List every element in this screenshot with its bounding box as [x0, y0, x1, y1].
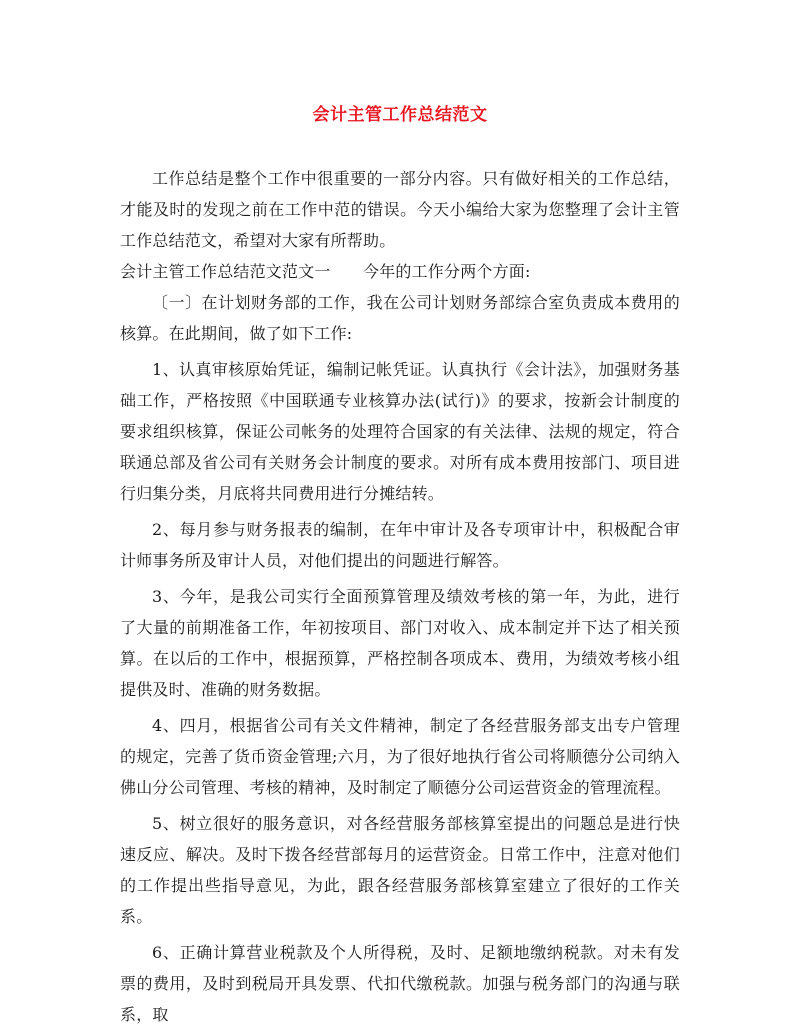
list-item-1: 1、认真审核原始凭证，编制记帐凭证。认真执行《会计法》，加强财务基础工作，严格按照《中国联通专业核算办法(试行)》的要求，按新会计制度的要求组织核算，保证公司帐务的处理符合国家的有关法律、法规的规定，符合联通总部及省公司有关财务会计制度的要求。对所有成本费用按部门、项目进行归集分类，月底将共同费用进行分摊结转。 — [120, 360, 680, 503]
list-item-4: 4、四月，根据省公司有关文件精神，制定了各经营服务部支出专户管理的规定，完善了货币资金管理;六月，为了很好地执行省公司将顺德分公司纳入佛山分公司管理、考核的精神，及时制定了顺德分公司运营资金的管理流程。 — [120, 716, 680, 797]
list-item-5: 5、树立很好的服务意识，对各经营服务部核算室提出的问题总是进行快速反应、解决。及时下拨各经营部每月的运营资金。日常工作中，注意对他们的工作提出些指导意见，为此，跟各经营服务部核算室建立了很好的工作关系。 — [120, 814, 680, 926]
part-one-paragraph: 〔一〕在计划财务部的工作，我在公司计划财务部综合室负责成本费用的核算。在此期间，做了如下工作: — [120, 293, 680, 343]
list-item-3: 3、今年，是我公司实行全面预算管理及绩效考核的第一年，为此，进行了大量的前期准备工作，年初按项目、部门对收入、成本制定并下达了相关预算。在以后的工作中，根据预算，严格控制各项成本、费用，为绩效考核小组提供及时、准确的财务数据。 — [120, 587, 680, 699]
intro-paragraph: 工作总结是整个工作中很重要的一部分内容。只有做好相关的工作总结，才能及时的发现之前在工作中范的错误。今天小编给大家为您整理了会计主管工作总结范文，希望对大家有所帮助。 — [120, 169, 680, 250]
section-heading: 会计主管工作总结范文范文一 今年的工作分两个方面: — [120, 262, 531, 281]
document-title: 会计主管工作总结范文 — [312, 105, 488, 125]
document-body — [120, 163, 680, 1030]
list-item-6: 6、正确计算营业税款及个人所得税，及时、足额地缴纳税款。对未有发票的费用，及时到税局开具发票、代扣代缴税款。加强与税务部门的沟通与联系，取 — [120, 943, 680, 1024]
list-item-2: 2、每月参与财务报表的编制，在年中审计及各专项审计中，积极配合审计师事务所及审计人员，对他们提出的问题进行解答。 — [120, 520, 680, 570]
